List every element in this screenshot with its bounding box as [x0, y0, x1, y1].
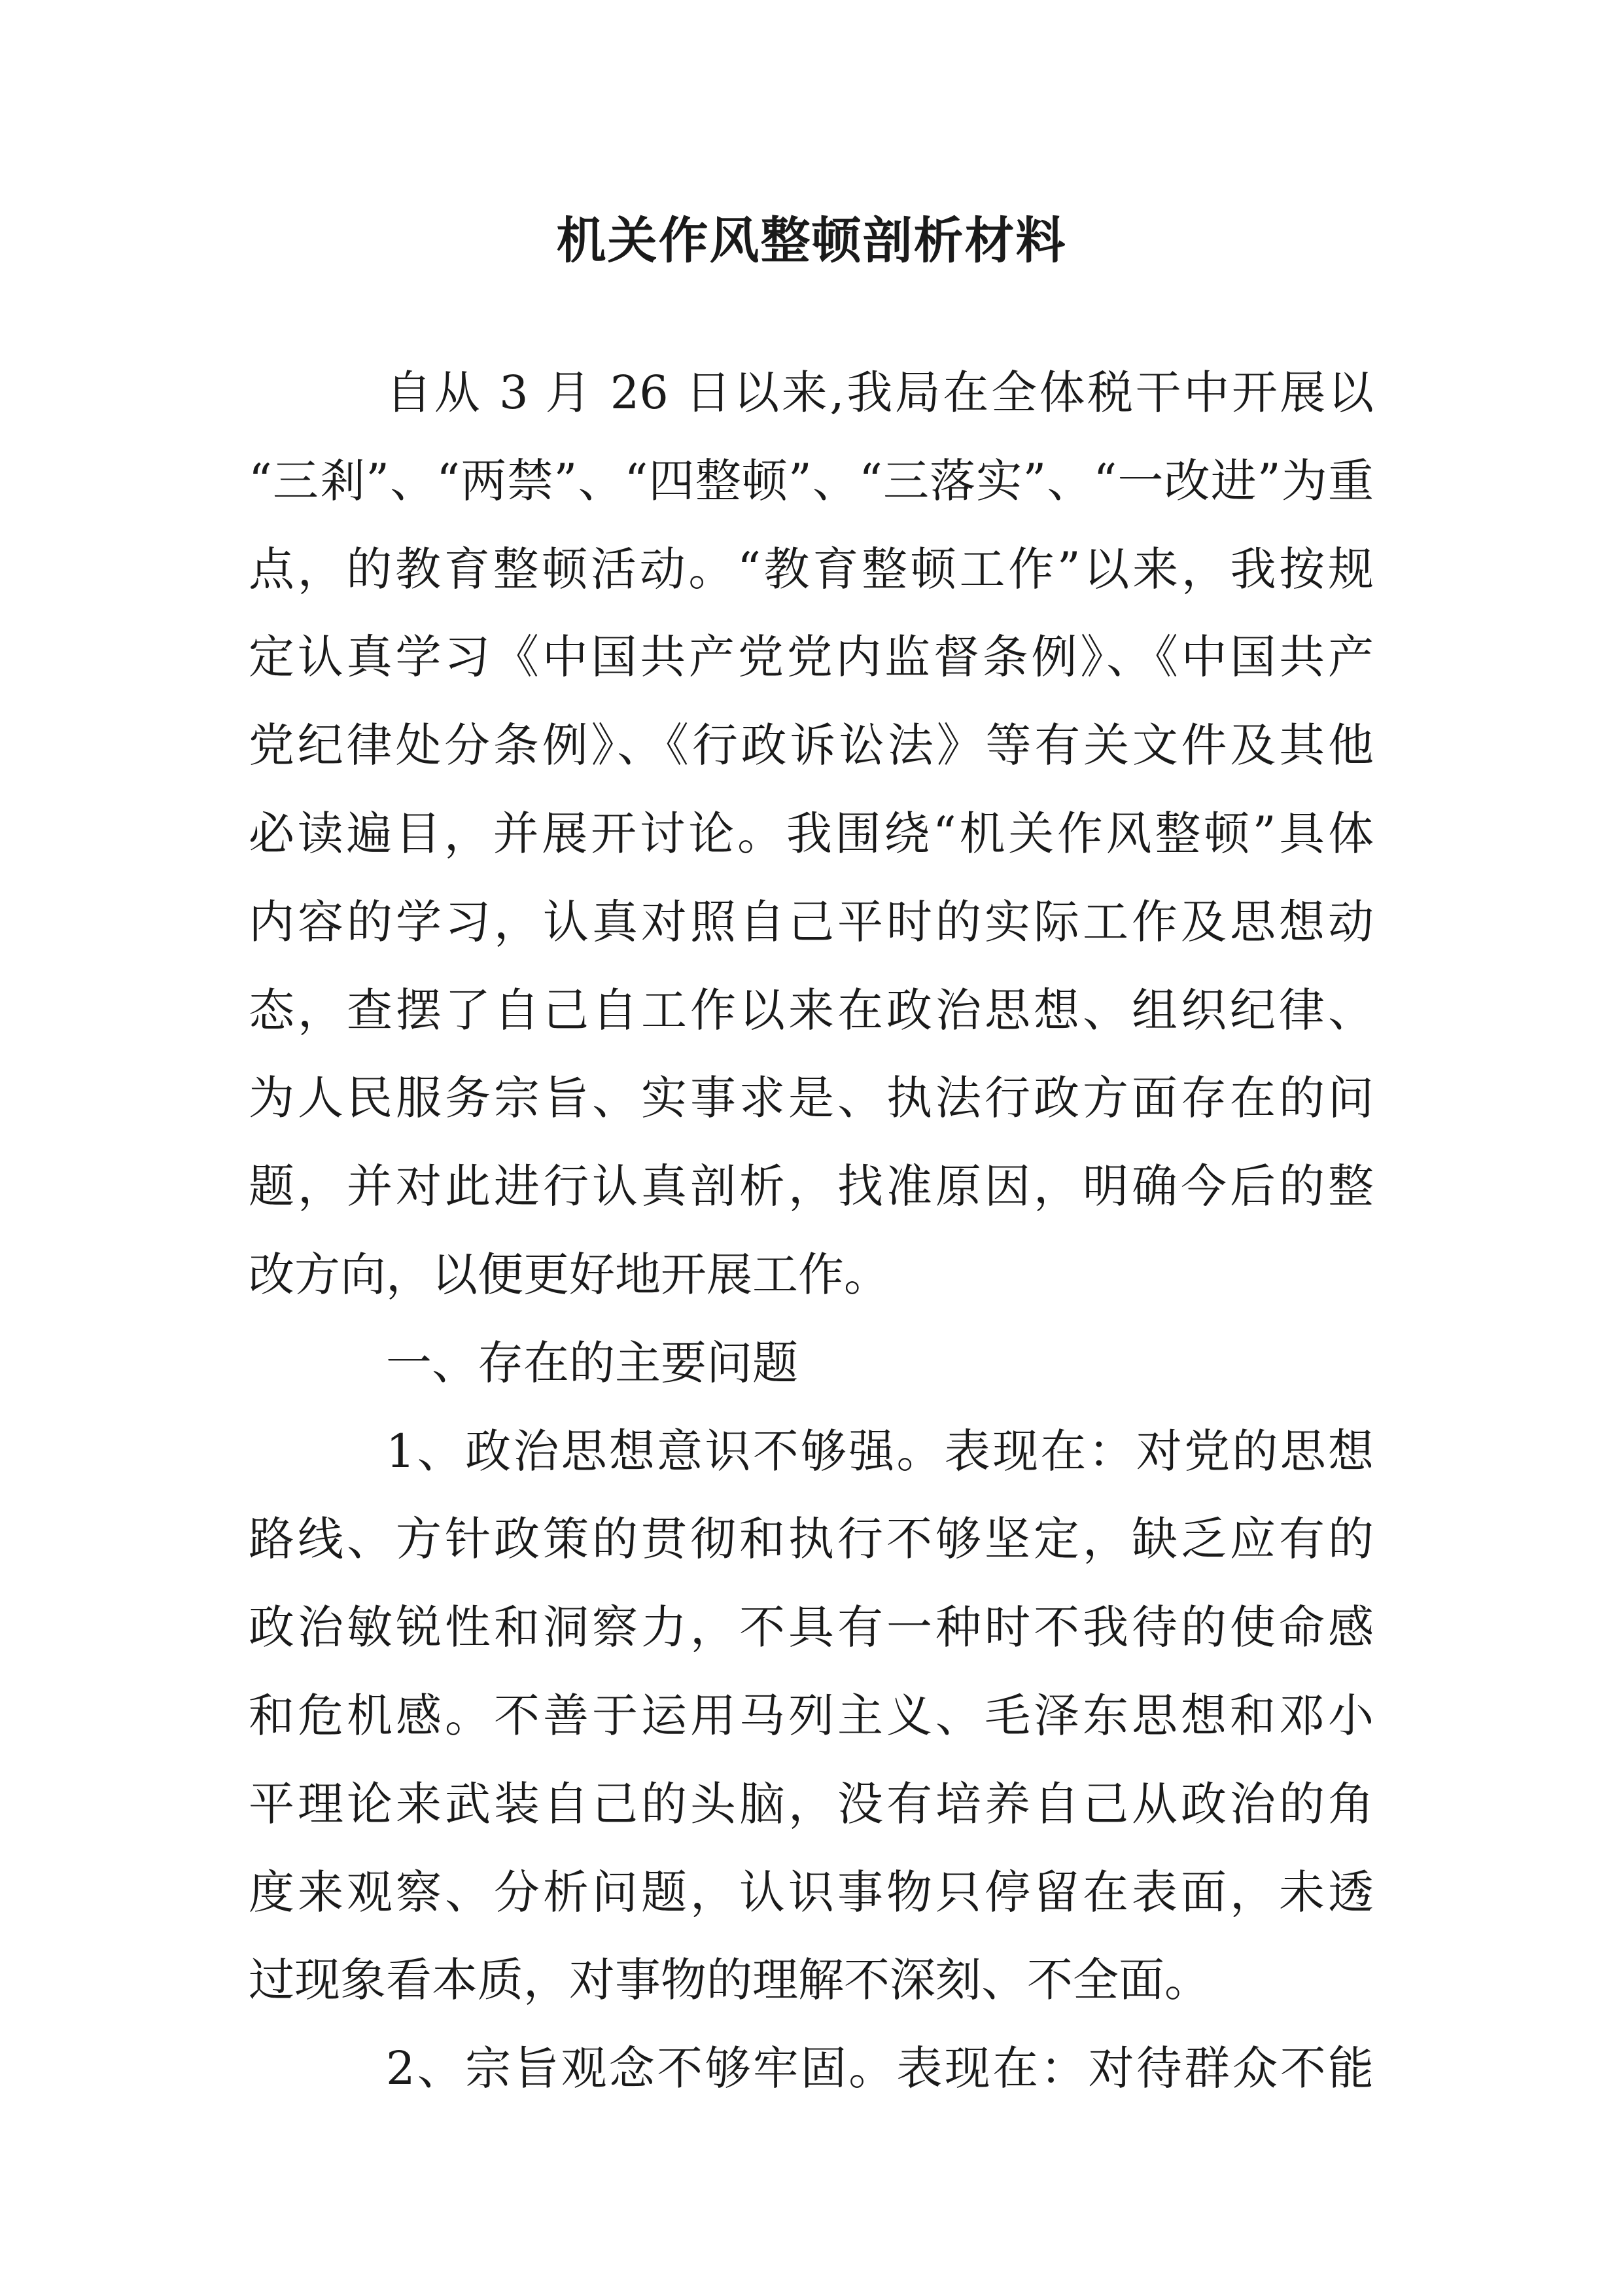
body-text-line: 点，的教育整顿活动。“教育整顿工作”以来，我按规	[249, 542, 1374, 596]
body-text-line: 题，并对此进行认真剖析，找准原因，明确今后的整	[249, 1159, 1374, 1213]
body-text-line: 改方向，以便更好地开展工作。	[249, 1248, 890, 1301]
body-text-line: 平理论来武装自己的头脑，没有培养自己从政治的角	[249, 1777, 1374, 1831]
body-text-line: 为人民服务宗旨、实事求是、执法行政方面存在的问	[249, 1071, 1374, 1125]
body-text-line: 内容的学习，认真对照自己平时的实际工作及思想动	[249, 895, 1374, 949]
body-text-line: 定认真学习《中国共产党党内监督条例》、《中国共产	[249, 630, 1374, 684]
body-text-line: 一、存在的主要问题	[386, 1336, 798, 1390]
body-text-line: “三剎”、“两禁”、“四整顿”、“三落实”、“一改进”为重	[249, 454, 1374, 508]
body-text-line: 路线、方针政策的贯彻和执行不够坚定，缺乏应有的	[249, 1512, 1374, 1566]
body-text-line: 党纪律处分条例》、《行政诉讼法》等有关文件及其他	[249, 718, 1374, 772]
body-text-line: 自从 3 月 26 日以来,我局在全体税干中开展以	[386, 366, 1374, 419]
document-title: 机关作风整顿剖析材料	[556, 211, 1067, 270]
body-text-line: 1、政治思想意识不够强。表现在：对党的思想	[386, 1424, 1374, 1478]
body-text-line: 2、宗旨观念不够牢固。表现在：对待群众不能	[386, 2041, 1374, 2095]
body-text-line: 和危机感。不善于运用马列主义、毛泽东思想和邓小	[249, 1689, 1374, 1742]
body-text-line: 政治敏锐性和洞察力，不具有一种时不我待的使命感	[249, 1600, 1374, 1654]
body-text-line: 过现象看本质，对事物的理解不深刻、不全面。	[249, 1953, 1210, 2007]
body-text-line: 度来观察、分析问题，认识事物只停留在表面，未透	[249, 1865, 1374, 1919]
body-text-line: 必读遍目，并展开讨论。我围绕“机关作风整顿”具体	[249, 807, 1374, 860]
body-text-line: 态，查摆了自己自工作以来在政治思想、组织纪律、	[249, 983, 1374, 1037]
